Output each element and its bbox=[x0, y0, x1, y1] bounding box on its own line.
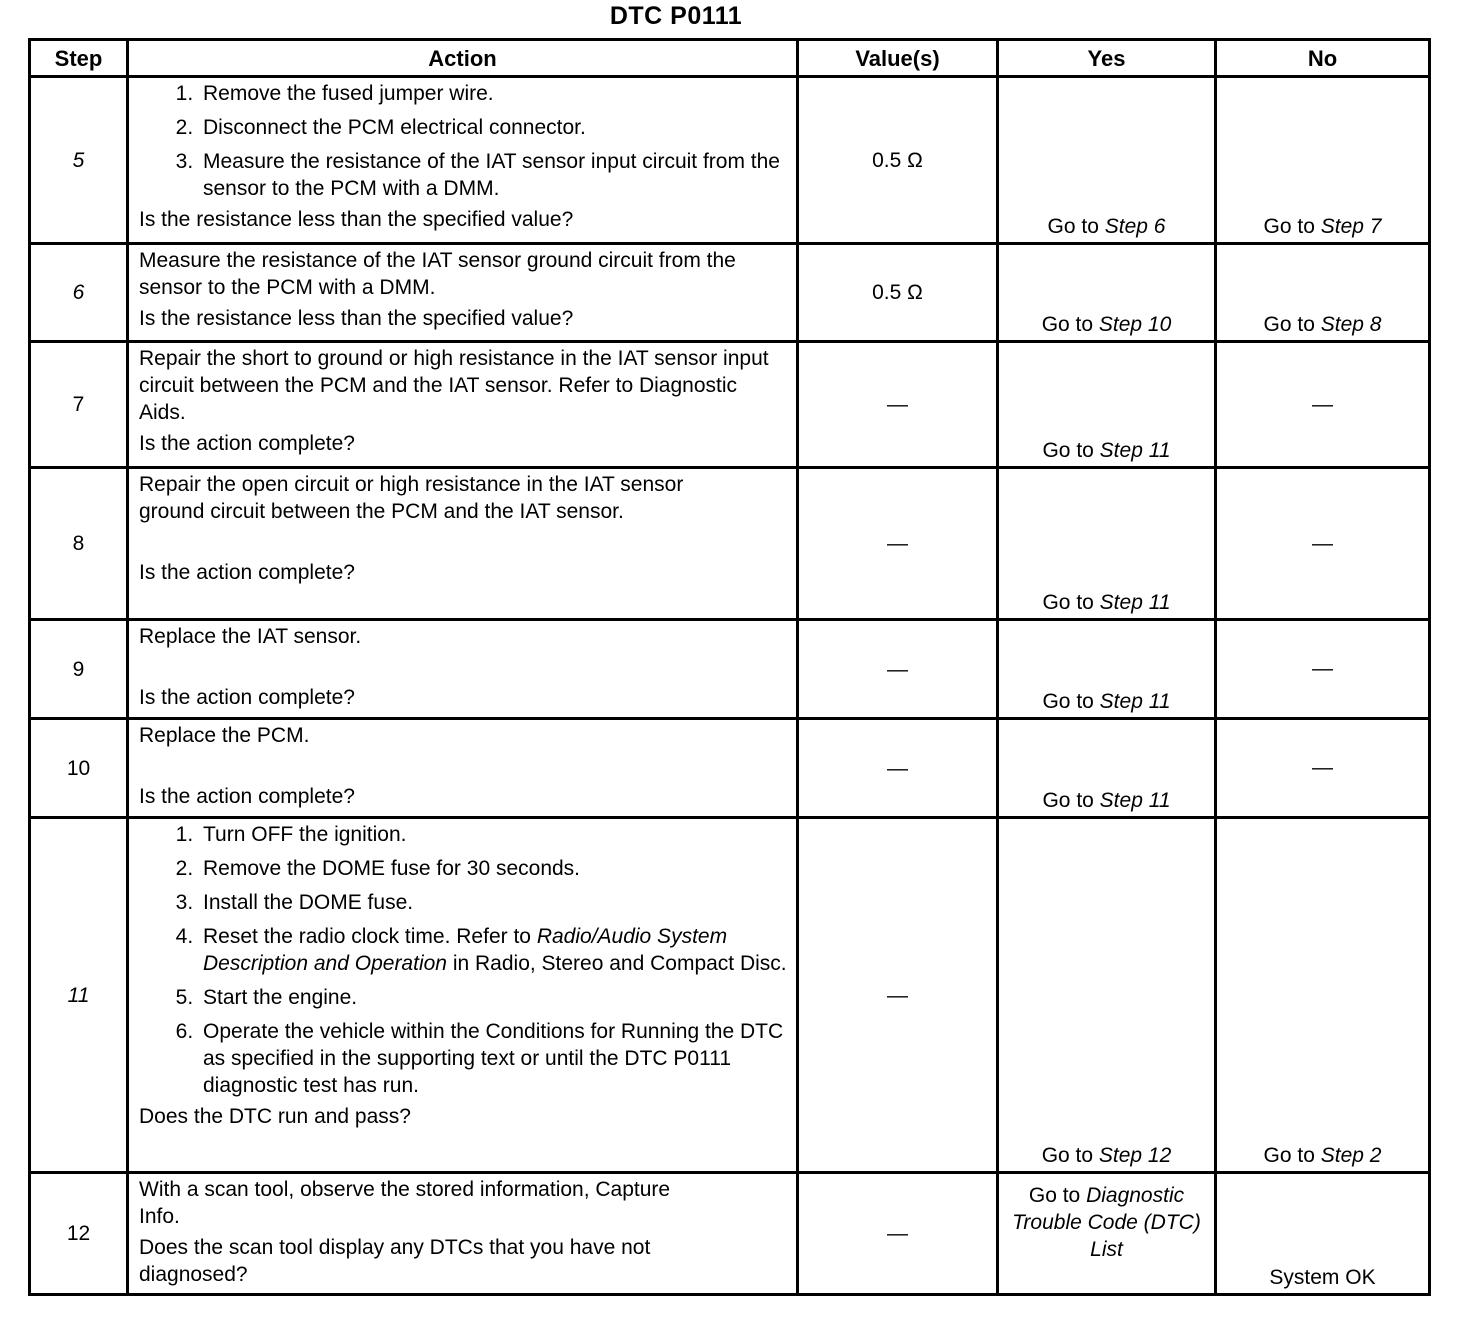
header-step: Step bbox=[30, 40, 128, 77]
yes-cell bbox=[998, 77, 1216, 244]
action-cell bbox=[128, 1173, 798, 1295]
yes-step-link[interactable]: Step 11 bbox=[1099, 439, 1171, 462]
action-cell bbox=[128, 620, 798, 719]
item-text: Reset the radio clock time. Refer to bbox=[203, 925, 537, 948]
table-header-row bbox=[30, 40, 1430, 77]
action-question: Is the action complete? bbox=[139, 432, 355, 455]
table-row bbox=[30, 244, 1430, 342]
action-cell bbox=[128, 818, 798, 1173]
list-item: 1. Turn OFF the ignition. bbox=[199, 821, 788, 848]
no-cell: — bbox=[1216, 719, 1430, 818]
no-cell: System OK bbox=[1216, 1173, 1430, 1295]
list-item: 2. Remove the DOME fuse for 30 seconds. bbox=[199, 855, 788, 882]
action-cell bbox=[128, 468, 798, 620]
header-action: Action bbox=[128, 40, 798, 77]
no-cell: — bbox=[1216, 620, 1430, 719]
yes-prefix: Go to bbox=[1042, 789, 1100, 812]
step-number: 12 bbox=[30, 1173, 128, 1295]
yes-step-link[interactable]: Step 11 bbox=[1099, 789, 1171, 812]
no-prefix: Go to bbox=[1263, 1144, 1321, 1167]
yes-cell bbox=[998, 818, 1216, 1173]
action-text: Repair the short to ground or high resistance in the IAT sensor input circuit between the PCM and the IAT sensor. Refer to Diagnostic Aids. bbox=[139, 347, 769, 424]
yes-cell bbox=[998, 1173, 1216, 1295]
value-cell: — bbox=[798, 1173, 998, 1295]
action-text: Measure the resistance of the IAT sensor ground circuit from the sensor to the PCM with a DMM. bbox=[139, 249, 736, 299]
action-question: Is the action complete? bbox=[139, 785, 355, 808]
action-text: Repair the open circuit or high resistance in the IAT sensor ground circuit between the PCM and the IAT sensor. bbox=[139, 473, 684, 523]
action-question: Does the scan tool display any DTCs that you have not diagnosed? bbox=[139, 1236, 651, 1286]
no-cell bbox=[1216, 77, 1430, 244]
yes-step-link[interactable]: Step 10 bbox=[1098, 313, 1172, 336]
action-text: With a scan tool, observe the stored information, Capture Info. bbox=[139, 1178, 671, 1228]
step-number: 10 bbox=[30, 719, 128, 818]
step-number: 6 bbox=[30, 244, 128, 342]
table-row bbox=[30, 342, 1430, 468]
yes-prefix: Go to bbox=[1042, 690, 1100, 713]
value-cell: — bbox=[798, 818, 998, 1173]
yes-cell bbox=[998, 719, 1216, 818]
header-no: No bbox=[1216, 40, 1430, 77]
action-cell bbox=[128, 77, 798, 244]
yes-cell bbox=[998, 468, 1216, 620]
action-text: Replace the IAT sensor. bbox=[139, 625, 362, 648]
value-cell: — bbox=[798, 620, 998, 719]
no-step-link[interactable]: Step 7 bbox=[1320, 215, 1382, 238]
step-number: 8 bbox=[30, 468, 128, 620]
action-question: Does the DTC run and pass? bbox=[139, 1105, 411, 1128]
yes-cell bbox=[998, 244, 1216, 342]
table-row bbox=[30, 1173, 1430, 1295]
no-prefix: Go to bbox=[1263, 215, 1321, 238]
action-list bbox=[139, 80, 788, 202]
action-question: Is the resistance less than the specified value? bbox=[139, 307, 574, 330]
step-number: 9 bbox=[30, 620, 128, 719]
yes-prefix: Go to bbox=[1041, 313, 1099, 336]
table-row bbox=[30, 468, 1430, 620]
step-number: 11 bbox=[30, 818, 128, 1173]
list-item: 6. Operate the vehicle within the Conditions for Running the DTC as specified in the supporting text or until the DTC P0111 diagnostic test has run. bbox=[199, 1018, 788, 1099]
yes-cell bbox=[998, 342, 1216, 468]
action-question: Is the action complete? bbox=[139, 686, 355, 709]
yes-step-link[interactable]: Step 12 bbox=[1098, 1144, 1172, 1167]
value-cell: — bbox=[798, 342, 998, 468]
diagnostic-table bbox=[28, 38, 1431, 1296]
value-cell: 0.5 Ω bbox=[798, 244, 998, 342]
no-cell: — bbox=[1216, 468, 1430, 620]
table-row bbox=[30, 620, 1430, 719]
yes-step-link[interactable]: Step 11 bbox=[1099, 591, 1171, 614]
action-cell bbox=[128, 342, 798, 468]
header-values: Value(s) bbox=[798, 40, 998, 77]
action-text: Replace the PCM. bbox=[139, 724, 310, 747]
step-number: 7 bbox=[30, 342, 128, 468]
no-cell: — bbox=[1216, 342, 1430, 468]
table-row bbox=[30, 719, 1430, 818]
yes-cell bbox=[998, 620, 1216, 719]
value-cell: 0.5 Ω bbox=[798, 77, 998, 244]
dtc-list-link[interactable]: Diagnostic Trouble Code (DTC) List bbox=[1012, 1184, 1201, 1261]
action-list bbox=[139, 821, 788, 1099]
list-item: 2. Disconnect the PCM electrical connector. bbox=[199, 114, 788, 141]
action-cell bbox=[128, 719, 798, 818]
list-item bbox=[199, 923, 788, 977]
item-text: in Radio, Stereo and Compact Disc. bbox=[446, 952, 787, 975]
yes-prefix: Go to bbox=[1042, 591, 1100, 614]
no-step-link[interactable]: Step 8 bbox=[1320, 313, 1382, 336]
value-cell: — bbox=[798, 719, 998, 818]
step-number: 5 bbox=[30, 77, 128, 244]
table-row bbox=[30, 818, 1430, 1173]
list-item: 5. Start the engine. bbox=[199, 984, 788, 1011]
value-cell: — bbox=[798, 468, 998, 620]
no-step-link[interactable]: Step 2 bbox=[1320, 1144, 1382, 1167]
no-cell bbox=[1216, 818, 1430, 1173]
yes-prefix: Go to bbox=[1028, 1184, 1087, 1207]
action-question: Is the action complete? bbox=[139, 561, 355, 584]
action-question: Is the resistance less than the specified value? bbox=[139, 208, 574, 231]
yes-step-link[interactable]: Step 6 bbox=[1104, 215, 1166, 238]
header-yes: Yes bbox=[998, 40, 1216, 77]
no-prefix: Go to bbox=[1263, 313, 1321, 336]
list-item: 1. Remove the fused jumper wire. bbox=[199, 80, 788, 107]
document-reference-link[interactable]: Radio/Audio System Description and Operation bbox=[203, 925, 728, 975]
table-row bbox=[30, 77, 1430, 244]
action-cell bbox=[128, 244, 798, 342]
yes-prefix: Go to bbox=[1042, 439, 1100, 462]
page-title: DTC P0111 bbox=[609, 2, 743, 30]
yes-prefix: Go to bbox=[1041, 1144, 1099, 1167]
no-cell bbox=[1216, 244, 1430, 342]
list-item: 3. Install the DOME fuse. bbox=[199, 889, 788, 916]
list-item: 3. Measure the resistance of the IAT sensor input circuit from the sensor to the PCM with a DMM. bbox=[199, 148, 788, 202]
yes-step-link[interactable]: Step 11 bbox=[1099, 690, 1171, 713]
yes-prefix: Go to bbox=[1047, 215, 1105, 238]
